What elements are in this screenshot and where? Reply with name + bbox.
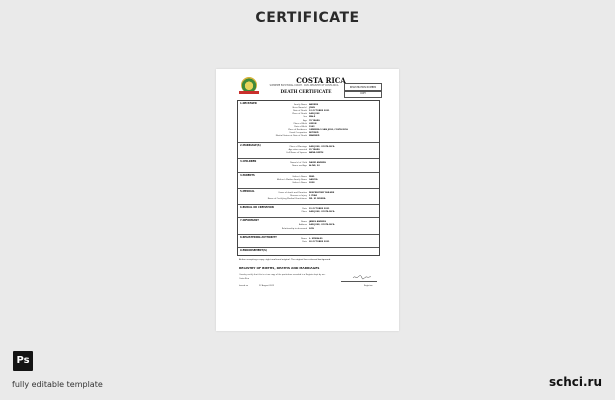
field-label: Place of Residence — [288, 128, 307, 131]
field-value: DAVID ANDERS — [309, 162, 326, 165]
field-value: 12 OCTOBER 2021 — [309, 110, 330, 113]
field-label: Full Name of Spouse — [286, 152, 307, 155]
seal-ribbon — [239, 91, 259, 94]
registry-subtitle: SUPREME ELECTORAL COURT · CIVIL REGISTRY OF COSTA RICA — [269, 84, 339, 87]
field-label: Date of Birth — [294, 125, 307, 128]
field-value: DR. M. RIVERA — [309, 198, 326, 201]
field-label: Place of Death — [292, 113, 307, 116]
field-value: JAMES ANDERS — [309, 221, 327, 224]
field-value: RETIRED — [309, 131, 319, 134]
field-value: SON — [309, 227, 314, 230]
field-row — [238, 165, 379, 168]
field-value: PAUL — [309, 175, 315, 178]
field-label: Father's Name — [292, 181, 307, 184]
field-value: GARCIA — [309, 178, 318, 181]
field-label: Usual Occupation — [289, 131, 307, 134]
field-value: L. MORALES — [309, 237, 323, 240]
signature-icon — [352, 274, 372, 280]
section-title: 1.DECEASED — [240, 102, 257, 105]
field-label: Name of Certifying Medical Practitioner — [267, 198, 307, 201]
field-label: Name — [301, 221, 307, 224]
section-block — [238, 234, 379, 248]
field-label: Disease or Injury — [290, 194, 307, 197]
document-title: DEATH CERTIFICATE — [280, 89, 332, 94]
section-title: 3.CHILDREN — [240, 160, 257, 164]
field-value: MALE — [309, 116, 316, 119]
field-label: Age when married — [288, 149, 307, 152]
copy-notice: Before accepting a copy, sight unaltered original. The original has coloured background. — [239, 259, 331, 261]
signature-line — [341, 281, 377, 282]
field-label: Place of Birth — [293, 122, 307, 125]
section-title: 4.PARENTS — [240, 173, 255, 177]
section-title: 2.MARRIAGE(S) — [240, 144, 261, 148]
registry-title: REGISTRY OF BIRTHS, DEATHS AND MARRIAGES — [239, 266, 320, 270]
field-label: Place — [301, 211, 307, 214]
country-name: COSTA RICA — [296, 76, 346, 85]
field-value: JOHN — [309, 107, 315, 110]
field-value: 15 OCTOBER 2021 — [309, 208, 330, 211]
field-row — [238, 135, 379, 138]
field-value: ANDERS — [309, 104, 319, 106]
field-label: Name — [301, 237, 307, 240]
field-label: Given Name(s) — [292, 107, 307, 110]
field-row — [238, 198, 379, 201]
field-row — [238, 228, 379, 231]
field-row — [238, 241, 379, 244]
field-value: 20 OCTOBER 2021 — [309, 240, 330, 243]
section-block — [238, 217, 379, 234]
page-title: CERTIFICATE — [255, 10, 360, 26]
field-value: 25 YEARS — [309, 149, 320, 152]
field-value: MARRIED — [309, 135, 320, 137]
field-value: SAN JOSE, COSTA RICA — [309, 224, 335, 227]
section-block — [238, 158, 379, 172]
place-label: Costa Rica — [239, 278, 249, 280]
certificate-sheet — [216, 69, 399, 331]
section-block — [238, 142, 379, 159]
section-block — [238, 188, 379, 205]
field-label: Father's Name — [292, 175, 307, 178]
field-label: Marital Status at Date of Death — [275, 135, 307, 137]
section-block — [238, 204, 379, 218]
field-label: Date of Death — [292, 110, 307, 113]
field-label: Sex — [303, 116, 307, 119]
field-label: Relationship to deceased — [281, 227, 307, 230]
field-value: SAN JOSE — [309, 113, 320, 116]
section-title: 5.MEDICAL — [240, 189, 255, 193]
field-label: Family Name — [294, 104, 307, 106]
certify-text: I hereby certify that this is a true copy of the particulars recorded in a Register kept by me. — [239, 274, 326, 276]
section-title: 6.BURIAL OR CREMATION — [240, 206, 274, 210]
field-value: LIMON — [309, 122, 317, 125]
field-value: SAN JOSE, COSTA RICA — [309, 146, 335, 149]
field-value: 1 YEAR — [309, 194, 317, 197]
field-value: SAN JOSE, COSTA RICA — [309, 211, 335, 214]
field-row — [238, 152, 379, 155]
site-watermark: schci.ru — [548, 375, 602, 389]
field-value: RESPIRATORY FAILURE — [309, 191, 335, 194]
section-block — [238, 101, 379, 142]
field-row — [238, 182, 379, 185]
field-label: Age — [303, 119, 307, 122]
field-value: ALIVE, 50 — [309, 165, 320, 168]
field-label: Name and Age — [292, 165, 307, 168]
field-label: Name(s) of Child — [290, 162, 307, 165]
field-value: CARRERA 9 SAN JOSE, COSTA RICA — [309, 128, 348, 131]
reference-box: COPY — [344, 90, 382, 98]
field-value: 1943 — [309, 125, 315, 128]
field-value: ANNA SMITH — [309, 152, 324, 155]
template-caption: fully editable template — [12, 380, 103, 389]
section-title: 8.REGISTERING AUTHORITY — [240, 235, 277, 239]
section-block — [238, 247, 379, 256]
issued-label: Issued on — [239, 285, 249, 287]
section-title: 9.ENDORSEMENT(S) — [240, 248, 267, 252]
section-title: 7.INFORMANT — [240, 219, 259, 223]
registration-number-box: REGISTRATION NUMBER — [344, 83, 382, 92]
field-label: Date — [302, 208, 307, 211]
section-block — [238, 172, 379, 189]
field-label: Place of Marriage — [289, 146, 307, 149]
field-label: Date — [302, 240, 307, 243]
field-label: Address — [299, 224, 307, 227]
registrar-label: Registrar — [364, 285, 373, 287]
certificate-table — [237, 100, 380, 256]
field-value: 2008 — [309, 181, 315, 184]
photoshop-icon: Ps — [13, 351, 33, 371]
field-value: 78 YEARS — [309, 119, 320, 122]
issued-date: 22 August 2022 — [259, 285, 275, 287]
field-row — [238, 211, 379, 214]
field-label: Cause of death and Duration — [278, 191, 307, 194]
field-label: Mother's Maiden Family Name — [276, 178, 307, 181]
